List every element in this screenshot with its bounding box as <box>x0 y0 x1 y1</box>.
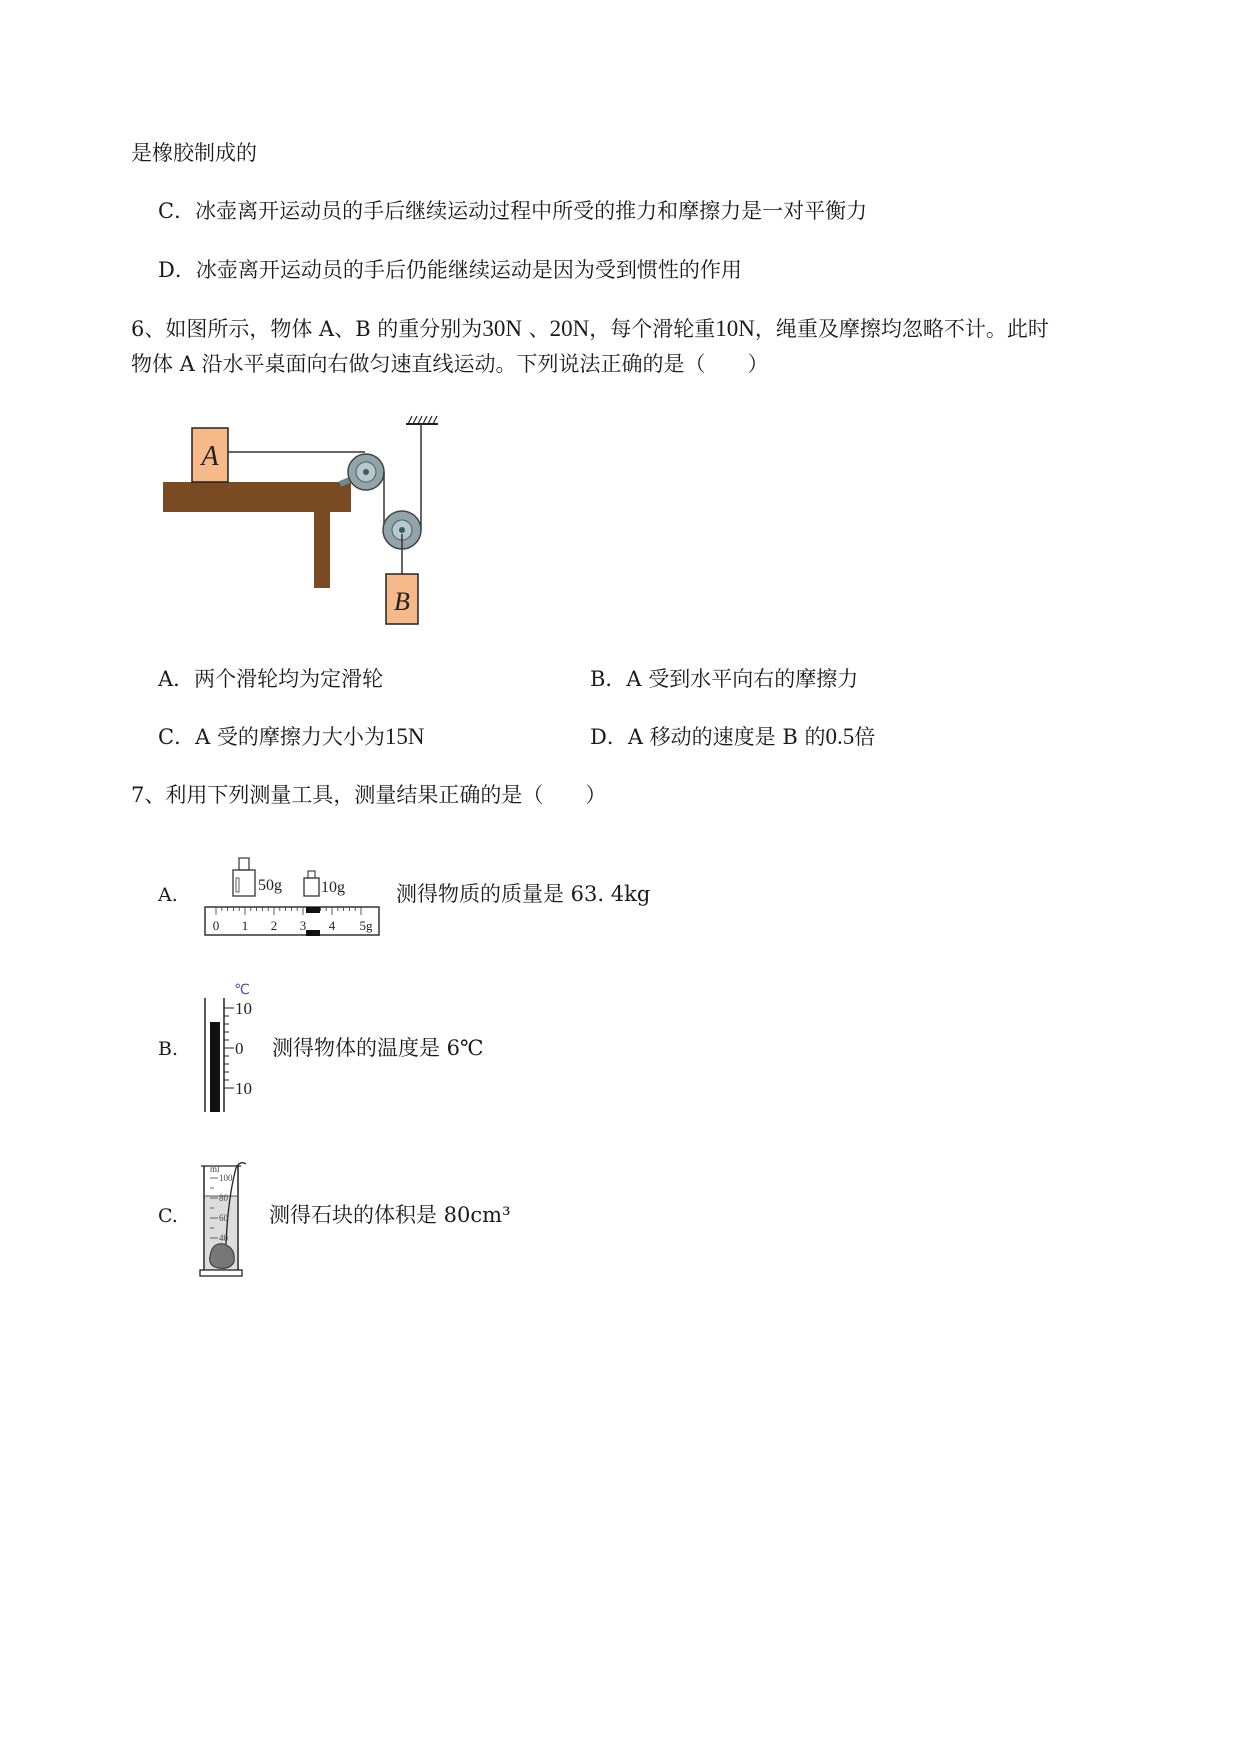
q6-stem-line2: 物体 A 沿水平桌面向右做匀速直线运动。下列说法正确的是（ ） <box>131 352 769 376</box>
q6-weight-b: 20N <box>549 316 590 341</box>
q6-stem-part: ，绳重及摩擦均忽略不计。此时 <box>754 317 1049 341</box>
thermometer-tick-label: 0 <box>235 1039 244 1058</box>
cylinder-tick-label: 60 <box>219 1213 228 1223</box>
thermometer-unit: ℃ <box>234 982 250 998</box>
table-leg <box>314 506 330 588</box>
cylinder-tick-label: 40 <box>219 1233 228 1243</box>
q7-option-a-text: 测得物质的质量是 63. 4kg <box>396 882 651 906</box>
weight-50g-knob <box>239 858 249 870</box>
scale-label: 0 <box>212 918 220 933</box>
weight-50g-label: 50g <box>258 877 282 894</box>
q6-option-c <box>158 723 425 751</box>
q6-stem-line1 <box>131 315 1049 343</box>
q6-option-c-value: 15N <box>384 724 425 749</box>
balance-rider-top <box>306 907 320 913</box>
q7-option-a-label: A. <box>158 884 178 906</box>
scale-label: 4 <box>328 918 336 933</box>
q7-option-c-label: C. <box>158 1205 178 1227</box>
pulley-diagram <box>160 412 450 630</box>
q6-option-c-text: C．A 受的摩擦力大小为 <box>158 725 385 749</box>
balance-scale <box>205 907 379 935</box>
weight-10g-knob <box>308 871 315 878</box>
stone <box>210 1244 235 1269</box>
cylinder-unit: ml <box>210 1164 220 1174</box>
scale-label: 5g <box>359 918 373 933</box>
scale-label: 2 <box>270 918 278 933</box>
q5-option-d: D．冰壶离开运动员的手后仍能继续运动是因为受到惯性的作用 <box>158 258 742 282</box>
q6-option-b: B．A 受到水平向右的摩擦力 <box>590 667 859 691</box>
cylinder-tick-label: 80 <box>219 1193 228 1203</box>
weight-10g <box>304 878 319 896</box>
q7-option-b-text: 测得物体的温度是 6℃ <box>272 1036 484 1060</box>
q6-option-d <box>590 723 875 751</box>
q6-option-d-suffix: 倍 <box>854 725 876 749</box>
thermometer-tick-label: 10 <box>235 1079 252 1098</box>
balance-rider-bottom <box>306 930 320 936</box>
q6-separator: 、 <box>521 317 550 341</box>
q7-option-c-text: 测得石块的体积是 80cm³ <box>269 1203 511 1227</box>
q5-tail-text: 是橡胶制成的 <box>131 141 257 165</box>
block-a-label: A <box>201 441 219 472</box>
cylinder-base <box>200 1270 242 1276</box>
cylinder-tick-label: 100 <box>219 1173 233 1183</box>
balance-figure <box>200 852 385 942</box>
weight-10g-label: 10g <box>321 879 345 896</box>
block-b-label: B <box>394 587 410 616</box>
fixed-pulley-axle <box>363 469 369 475</box>
cylinder-figure <box>196 1158 256 1283</box>
q6-pulley-weight: 10N <box>715 316 755 341</box>
q5-option-c: C．冰壶离开运动员的手后继续运动过程中所受的推力和摩擦力是一对平衡力 <box>158 199 868 223</box>
q6-option-d-text: D．A 移动的速度是 B 的 <box>590 725 826 749</box>
q6-stem-part: ，每个滑轮重 <box>589 317 716 341</box>
q6-option-d-value: 0.5 <box>825 724 855 749</box>
movable-pulley-axle <box>399 527 405 533</box>
scale-label: 3 <box>299 918 307 933</box>
q6-stem-part: 6、如图所示，物体 A、B 的重分别为 <box>131 317 483 341</box>
q6-weight-a: 30N <box>482 316 522 341</box>
scale-label: 1 <box>241 918 249 933</box>
ceiling-hatch <box>408 416 437 424</box>
thermometer-ticks <box>224 1008 234 1088</box>
thermometer-liquid <box>210 1022 220 1112</box>
thermometer-figure <box>196 978 266 1118</box>
q7-option-b-label: B. <box>158 1038 179 1060</box>
q6-option-a: A．两个滑轮均为定滑轮 <box>158 667 384 691</box>
thermometer-tick-label: 10 <box>235 999 252 1018</box>
q7-stem: 7、利用下列测量工具，测量结果正确的是（ ） <box>131 783 607 807</box>
